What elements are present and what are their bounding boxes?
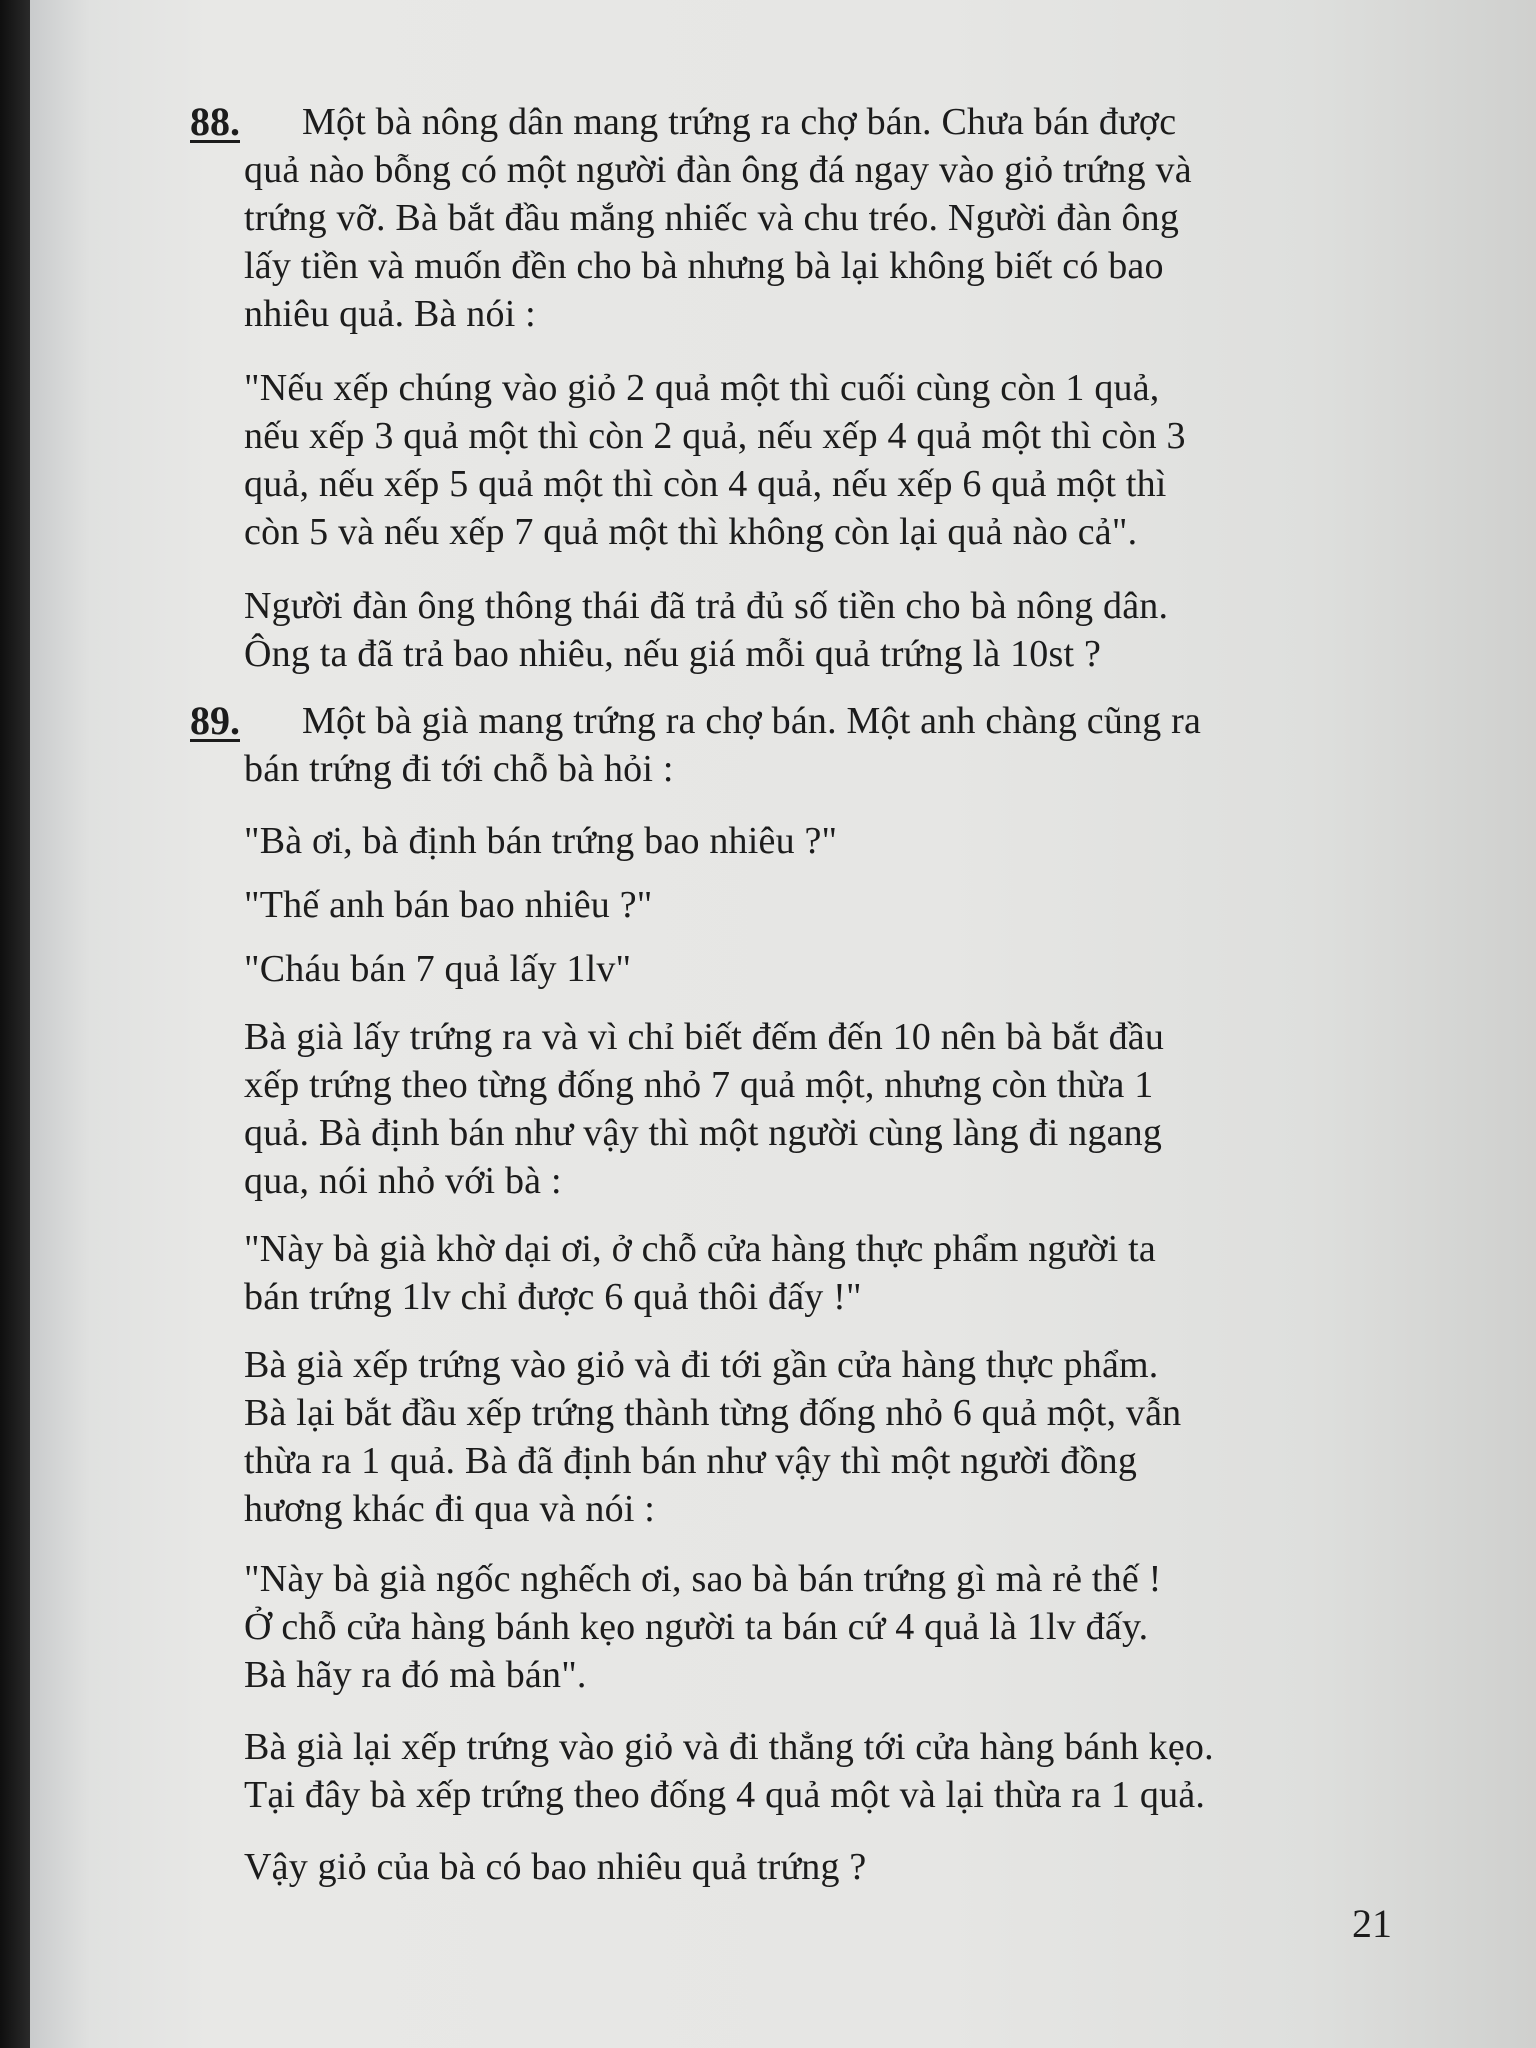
dialogue-line: "Cháu bán 7 quả lấy 1lv" bbox=[244, 948, 632, 990]
text-line: trứng vỡ. Bà bắt đầu mắng nhiếc và chu tréo. Người đàn ông bbox=[244, 197, 1180, 239]
text-line: thừa ra 1 quả. Bà đã định bán như vậy thì một người đồng bbox=[244, 1440, 1138, 1482]
problem-number: 89. bbox=[190, 698, 240, 743]
text-line: Bà già lấy trứng ra và vì chỉ biết đếm đến 10 nên bà bắt đầu bbox=[244, 1016, 1165, 1058]
text-line: quả nào bỗng có một người đàn ông đá ngay vào giỏ trứng và bbox=[244, 149, 1192, 191]
question-line: Người đàn ông thông thái đã trả đủ số tiền cho bà nông dân. bbox=[244, 585, 1169, 627]
dialogue-line: bán trứng 1lv chỉ được 6 quả thôi đấy !" bbox=[244, 1276, 862, 1318]
text-line: bán trứng đi tới chỗ bà hỏi : bbox=[244, 748, 674, 790]
text-line: hương khác đi qua và nói : bbox=[244, 1488, 656, 1530]
text-line: xếp trứng theo từng đống nhỏ 7 quả một, nhưng còn thừa 1 bbox=[244, 1064, 1154, 1106]
text-line: Một bà già mang trứng ra chợ bán. Một anh chàng cũng ra bbox=[302, 700, 1202, 742]
dialogue-line: Ở chỗ cửa hàng bánh kẹo người ta bán cứ 4 quả là 1lv đấy. bbox=[244, 1606, 1149, 1648]
dialogue-line: "Thế anh bán bao nhiêu ?" bbox=[244, 884, 653, 926]
dialogue-line: Bà hãy ra đó mà bán". bbox=[244, 1654, 587, 1696]
question-line: Ông ta đã trả bao nhiêu, nếu giá mỗi quả trứng là 10st ? bbox=[244, 633, 1102, 675]
text-line: Bà già xếp trứng vào giỏ và đi tới gần cửa hàng thực phẩm. bbox=[244, 1344, 1159, 1386]
question-line: Vậy giỏ của bà có bao nhiêu quả trứng ? bbox=[244, 1846, 867, 1888]
dialogue-line: "Này bà già khờ dại ơi, ở chỗ cửa hàng thực phẩm người ta bbox=[244, 1228, 1156, 1270]
dialogue-line: "Này bà già ngốc nghếch ơi, sao bà bán trứng gì mà rẻ thế ! bbox=[244, 1558, 1162, 1600]
problem-number: 88. bbox=[190, 99, 240, 144]
quote-line: nếu xếp 3 quả một thì còn 2 quả, nếu xếp 4 quả một thì còn 3 bbox=[244, 415, 1186, 457]
quote-line: còn 5 và nếu xếp 7 quả một thì không còn lại quả nào cả". bbox=[244, 511, 1138, 553]
quote-line: "Nếu xếp chúng vào giỏ 2 quả một thì cuối cùng còn 1 quả, bbox=[244, 367, 1160, 409]
text-line: quả. Bà định bán như vậy thì một người cùng làng đi ngang bbox=[244, 1112, 1163, 1154]
text-line: Bà già lại xếp trứng vào giỏ và đi thẳng tới cửa hàng bánh kẹo. bbox=[244, 1726, 1214, 1768]
text-line: Tại đây bà xếp trứng theo đống 4 quả một và lại thừa ra 1 quả. bbox=[244, 1774, 1206, 1816]
page-number: 21 bbox=[1352, 1901, 1392, 1946]
text-line: Bà lại bắt đầu xếp trứng thành từng đống nhỏ 6 quả một, vẫn bbox=[244, 1392, 1182, 1434]
text-line: qua, nói nhỏ với bà : bbox=[244, 1160, 562, 1202]
book-spine bbox=[0, 0, 30, 2048]
book-page bbox=[30, 0, 1536, 2048]
text-line: lấy tiền và muốn đền cho bà nhưng bà lại không biết có bao bbox=[244, 245, 1164, 287]
dialogue-line: "Bà ơi, bà định bán trứng bao nhiêu ?" bbox=[244, 820, 838, 862]
text-line: Một bà nông dân mang trứng ra chợ bán. Chưa bán được bbox=[302, 101, 1177, 143]
quote-line: quả, nếu xếp 5 quả một thì còn 4 quả, nếu xếp 6 quả một thì bbox=[244, 463, 1167, 505]
text-line: nhiêu quả. Bà nói : bbox=[244, 293, 536, 335]
